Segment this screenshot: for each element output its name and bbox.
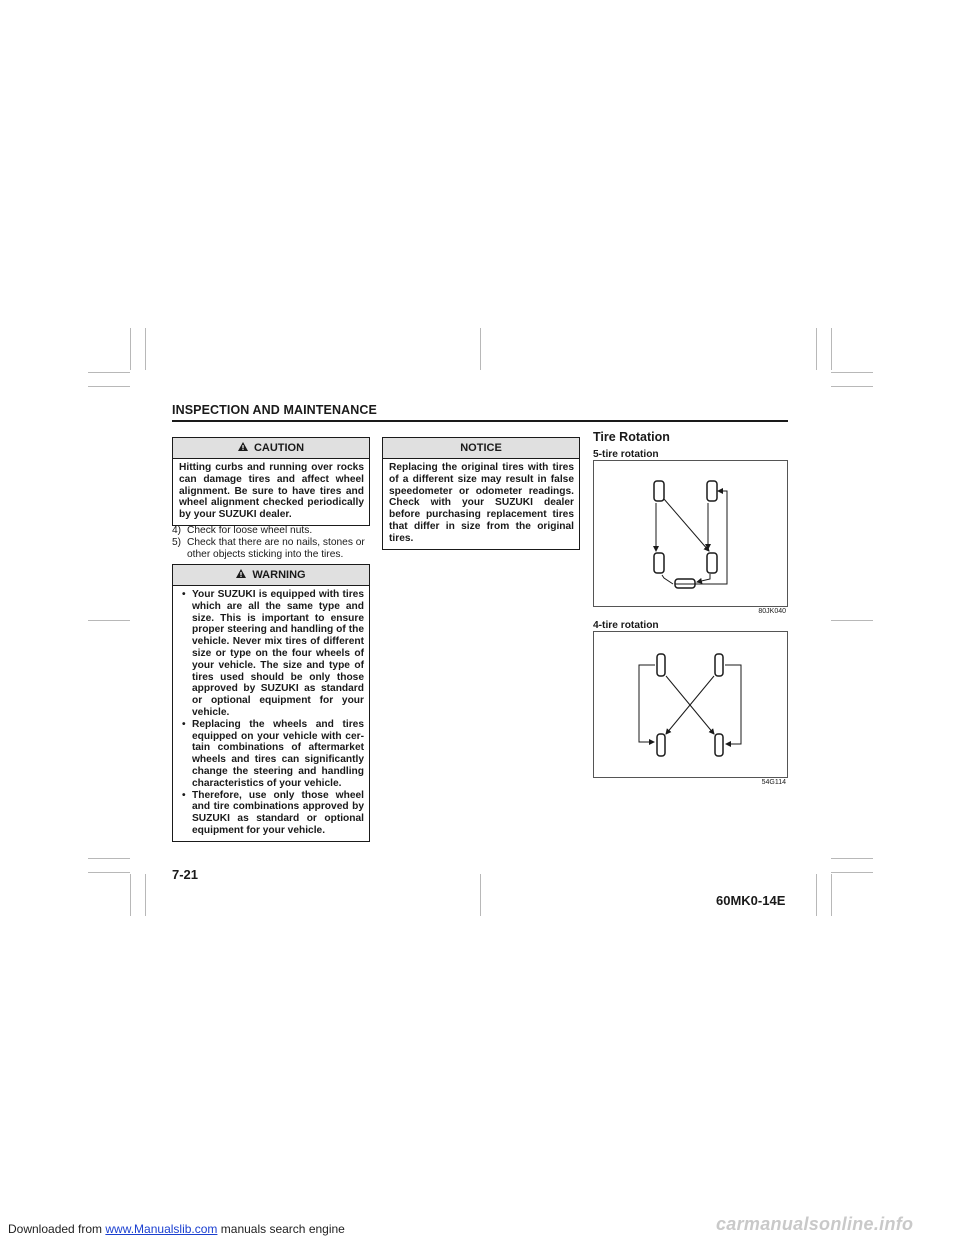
crop-mark <box>816 874 817 916</box>
manualslib-link[interactable]: www.Manualslib.com <box>105 1222 218 1236</box>
step-text: Check for loose wheel nuts. <box>187 525 313 536</box>
warning-body <box>173 586 369 841</box>
step-item <box>172 537 372 561</box>
notice-title: NOTICE <box>460 442 502 454</box>
download-credit <box>8 1222 345 1236</box>
warning-item: • Your SUZUKI is equipped with tires which are all the same type and size. This is important to ensure proper steering and handling of the vehicle. Never mix tires of different size or type on the four wheels of your vehicle. The size and type of tires used should be only those approved by SUZUKI as standard or optional equipment for your vehicle. <box>179 589 364 719</box>
notice-text: Replacing the original tires with tires of a different size may result in false speedometer or odometer readings. Check with your SUZUKI dealer before purchasing replacement tires that differ in size from the original tires. <box>389 462 574 544</box>
crop-mark <box>88 386 130 387</box>
warning-box <box>172 564 370 842</box>
crop-mark <box>88 620 130 621</box>
figure-code-5-tire: 80JK040 <box>758 608 786 615</box>
crop-mark <box>831 328 832 370</box>
figure-label-5-tire: 5-tire rotation <box>593 449 659 460</box>
page-header-title: INSPECTION AND MAINTENANCE <box>172 403 377 417</box>
figure-5-tire-rotation <box>593 460 788 607</box>
crop-mark <box>831 372 873 373</box>
warning-item: • Replacing the wheels and tires equipped on your vehicle with cer-tain combinations of aftermarket wheels and tires can significantly change the steering and handling characteristics of your vehicle. <box>179 719 364 790</box>
download-prefix: Downloaded from <box>8 1222 106 1236</box>
caution-header <box>173 438 369 459</box>
caution-title: CAUTION <box>253 442 305 454</box>
figure-code-4-tire: 54G114 <box>761 779 786 786</box>
step-number: 4) <box>172 525 182 536</box>
figure-4-tire-rotation <box>593 631 788 778</box>
section-title: Tire Rotation <box>593 430 670 444</box>
crop-mark <box>831 620 873 621</box>
crop-mark <box>130 874 131 916</box>
notice-header <box>383 438 579 459</box>
crop-mark <box>831 858 873 859</box>
step-text: Check that there are no nails, stones or other objects sticking into the tires. <box>187 536 365 560</box>
step-item <box>172 525 372 537</box>
document-code: 60MK0-14E <box>716 893 786 908</box>
notice-box <box>382 437 580 550</box>
four-tire-diagram <box>594 632 787 777</box>
warning-item: • Therefore, use only those wheel and tire combinations approved by SUZUKI as standard or optional equipment for your vehicle. <box>179 790 364 837</box>
download-suffix: manuals search engine <box>217 1222 345 1236</box>
caution-text: Hitting curbs and running over rocks can damage tires and affect wheel alignment. Be sure to have tires and wheel alignment checked periodically by your SUZUKI dealer. <box>179 462 364 521</box>
warning-title: WARNING <box>252 569 306 581</box>
crop-mark <box>88 372 130 373</box>
warning-triangle-icon <box>238 442 248 454</box>
crop-mark <box>831 874 832 916</box>
crop-mark <box>88 858 130 859</box>
crop-mark <box>145 328 146 370</box>
crop-mark <box>831 872 873 873</box>
caution-box <box>172 437 370 526</box>
crop-mark <box>130 328 131 370</box>
five-tire-diagram <box>594 461 787 606</box>
crop-mark <box>480 328 481 370</box>
crop-mark <box>480 874 481 916</box>
site-watermark: carmanualsonline.info <box>716 1214 914 1234</box>
crop-mark <box>145 874 146 916</box>
page-number: 7-21 <box>172 867 199 882</box>
header-rule <box>172 420 788 422</box>
crop-mark <box>88 872 130 873</box>
step-number: 5) <box>172 536 182 548</box>
rotation-arrows <box>639 665 741 744</box>
crop-mark <box>831 386 873 387</box>
inspection-steps <box>172 525 372 560</box>
figure-label-4-tire: 4-tire rotation <box>593 620 659 631</box>
warning-header <box>173 565 369 586</box>
warning-triangle-icon <box>236 569 246 581</box>
crop-mark <box>816 328 817 370</box>
